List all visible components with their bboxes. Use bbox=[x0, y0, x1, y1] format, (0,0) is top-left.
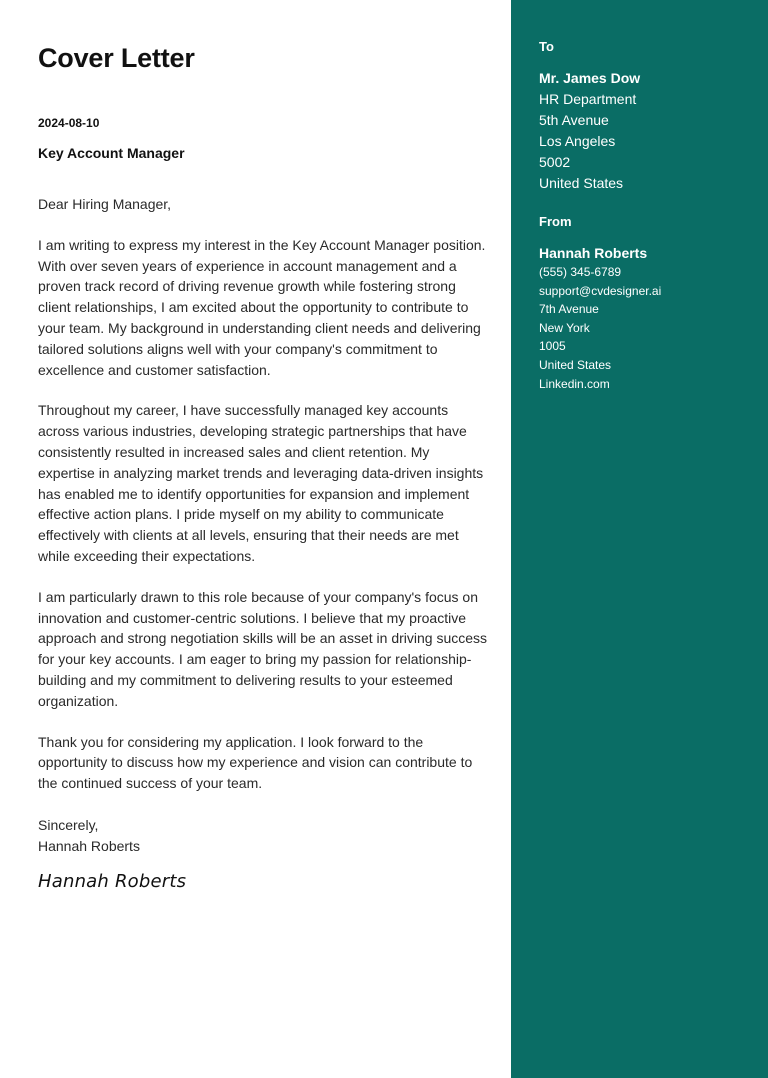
recipient-name: Mr. James Dow bbox=[539, 70, 641, 86]
recipient-street: 5th Avenue bbox=[539, 112, 609, 128]
contact-sidebar bbox=[511, 0, 768, 1078]
letter-date: 2024-08-10 bbox=[38, 116, 100, 130]
sender-phone: (555) 345-6789 bbox=[539, 265, 622, 279]
signature: Hannah Roberts bbox=[38, 870, 187, 892]
recipient-heading: To bbox=[539, 39, 554, 54]
position-title: Key Account Manager bbox=[38, 145, 185, 161]
sender-name: Hannah Roberts bbox=[539, 245, 648, 261]
sender-zip: 1005 bbox=[539, 339, 566, 354]
sender-email: support@cvdesigner.ai bbox=[539, 283, 662, 298]
recipient-city: Los Angeles bbox=[539, 133, 616, 149]
recipient-country: United States bbox=[539, 175, 624, 191]
paragraph-motivation: I am particularly drawn to this role because of your company's focus on innovation and customer-centric solutions. I believe that my proactive approach and strong negotiation skills will be an asset in driving success for your key accounts. I am eager to bring my passion for relationship-building and my commitment to delivering results to your esteemed organization. bbox=[38, 588, 488, 709]
paragraph-intro: I am writing to express my interest in the Key Account Manager position. With over seven years of experience in account management and a proven track record of driving revenue growth while fostering strong client relationships, I am excited about the opportunity to contribute to your team. My background in understanding client needs and delivering tailored solutions aligns well with your company's commitment to excellence and customer satisfaction. bbox=[38, 236, 486, 378]
salutation: Dear Hiring Manager, bbox=[38, 196, 172, 212]
sender-linkedin: Linkedin.com bbox=[539, 376, 610, 391]
recipient-zip: 5002 bbox=[539, 154, 571, 170]
letter-main bbox=[38, 40, 488, 892]
sender-city: New York bbox=[539, 320, 590, 335]
closing: Sincerely, bbox=[38, 816, 99, 833]
sender-street: 7th Avenue bbox=[539, 302, 599, 317]
recipient-department: HR Department bbox=[539, 91, 637, 107]
sidebar-content bbox=[539, 38, 759, 393]
sender-heading: From bbox=[539, 214, 572, 229]
closing-name: Hannah Roberts bbox=[38, 837, 140, 854]
paragraph-thanks: Thank you for considering my application. I look forward to the opportunity to discuss how my experience and vision can contribute to the continued success of your team. bbox=[38, 733, 473, 792]
paragraph-experience: Throughout my career, I have successfully managed key accounts across various industries, developing strategic partnerships that have consistently resulted in increased sales and client retention. My expertise in analyzing market trends and leveraging data-driven insights has enabled me to identify opportunities for expansion and implement effective action plans. I pride myself on my ability to communicate effectively with clients at all levels, ensuring that their needs are met while exceeding their expectations. bbox=[38, 402, 484, 564]
page-title: Cover Letter bbox=[38, 43, 195, 73]
sender-country: United States bbox=[539, 357, 612, 372]
